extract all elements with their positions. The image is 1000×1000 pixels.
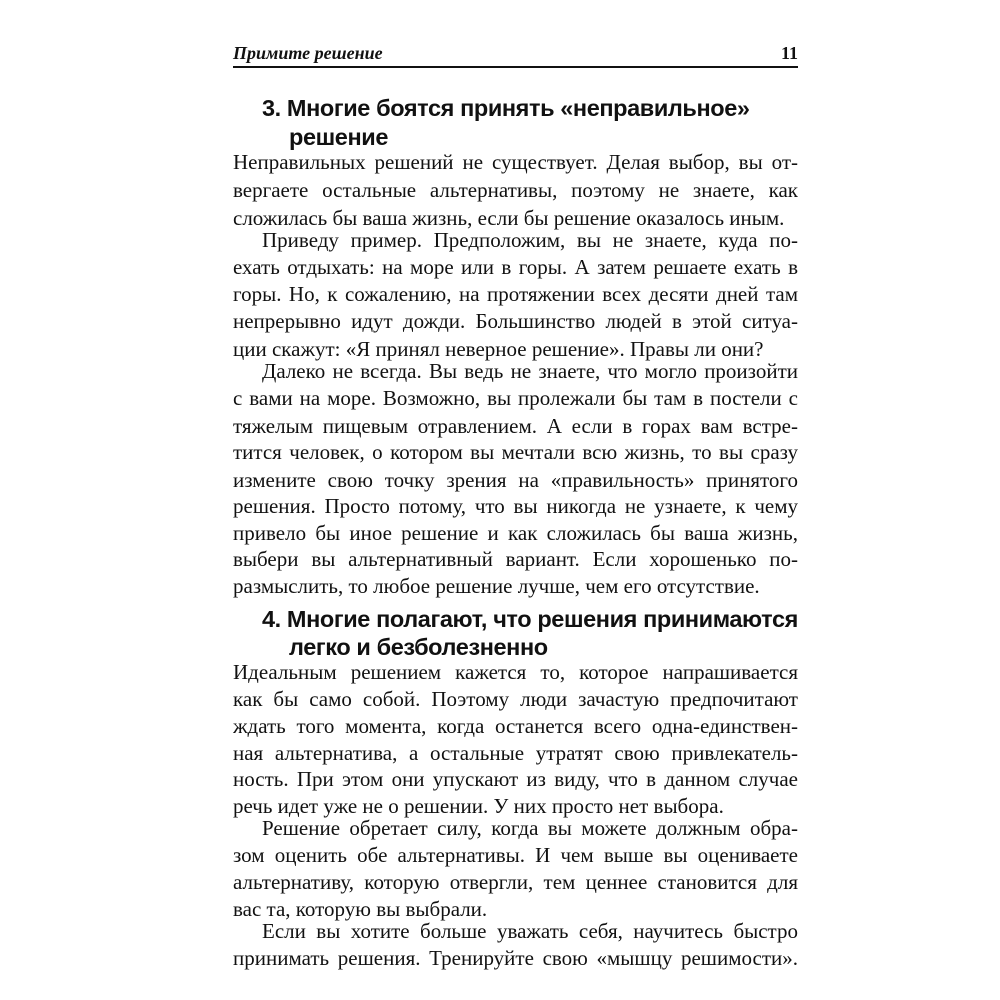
section-3-heading-line-2: решение <box>289 124 388 150</box>
paragraph-line: измените свою точку зрения на «правильность» принятого <box>233 468 798 492</box>
paragraph-line: выбери вы альтернативный вариант. Если хорошенько по- <box>233 547 798 571</box>
paragraph-line: ции скажут: «Я принял неверное решение». Правы ли они? <box>233 337 764 361</box>
paragraph-line: ная альтернатива, а остальные утратят свою привлекатель- <box>233 741 798 765</box>
paragraph-line: ждать того момента, когда останется всего одна-единствен- <box>233 714 798 738</box>
paragraph-line: Неправильных решений не существует. Делая выбор, вы от- <box>233 150 798 174</box>
paragraph-line: с вами на море. Возможно, вы пролежали бы там в постели с <box>233 386 798 410</box>
paragraph-line: горы. Но, к сожалению, на протяжении всех десяти дней там <box>233 282 798 306</box>
paragraph-line: тится человек, о котором вы мечтали всю жизнь, то вы сразу <box>233 440 798 464</box>
paragraph-line: Далеко не всегда. Вы ведь не знаете, что могло произойти <box>262 359 798 383</box>
paragraph-line: тяжелым пищевым отравлением. А если в горах вам встре- <box>233 414 798 438</box>
paragraph-line: Решение обретает силу, когда вы можете должным обра- <box>262 816 798 840</box>
paragraph-line: размыслить, то любое решение лучше, чем его отсутствие. <box>233 574 760 598</box>
paragraph-line: альтернативу, которую отвергли, тем ценнее становится для <box>233 870 798 894</box>
paragraph-line: ность. При этом они упускают из виду, что в данном случае <box>233 767 798 791</box>
paragraph-line: Идеальным решением кажется то, которое напрашивается <box>233 660 798 684</box>
section-3-heading-line-1: 3. Многие боятся принять «неправильное» <box>262 95 750 121</box>
paragraph-line: Если вы хотите больше уважать себя, научитесь быстро <box>262 919 798 943</box>
paragraph-line: сложилась бы ваша жизнь, если бы решение оказалось иным. <box>233 206 785 230</box>
paragraph-line: принимать решения. Тренируйте свою «мышцу решимости». <box>233 946 798 970</box>
section-4-heading-line-2: легко и безболезненно <box>289 634 548 660</box>
paragraph-line: как бы само собой. Поэтому люди зачастую предпочитают <box>233 687 798 711</box>
paragraph-line: зом оценить обе альтернативы. И чем выше вы оцениваете <box>233 843 798 867</box>
running-header <box>233 40 798 68</box>
paragraph-line: привело бы иное решение и как сложилась бы ваша жизнь, <box>233 521 798 545</box>
page-number: 11 <box>780 43 798 63</box>
paragraph-line: вергаете остальные альтернативы, поэтому не знаете, как <box>233 178 798 202</box>
section-4-heading-line-1: 4. Многие полагают, что решения принимаются <box>262 606 798 632</box>
paragraph-line: решения. Просто потому, что вы никогда не узнаете, к чему <box>233 494 798 518</box>
running-title: Примите решение <box>233 43 383 63</box>
paragraph-line: речь идет уже не о решении. У них просто нет выбора. <box>233 794 724 818</box>
paragraph-line: ехать отдыхать: на море или в горы. А затем решаете ехать в <box>233 255 798 279</box>
paragraph-line: вас та, которую вы выбрали. <box>233 897 488 921</box>
paragraph-line: непрерывно идут дожди. Большинство людей в этой ситуа- <box>233 309 798 333</box>
paragraph-line: Приведу пример. Предположим, вы не знаете, куда по- <box>262 228 798 252</box>
